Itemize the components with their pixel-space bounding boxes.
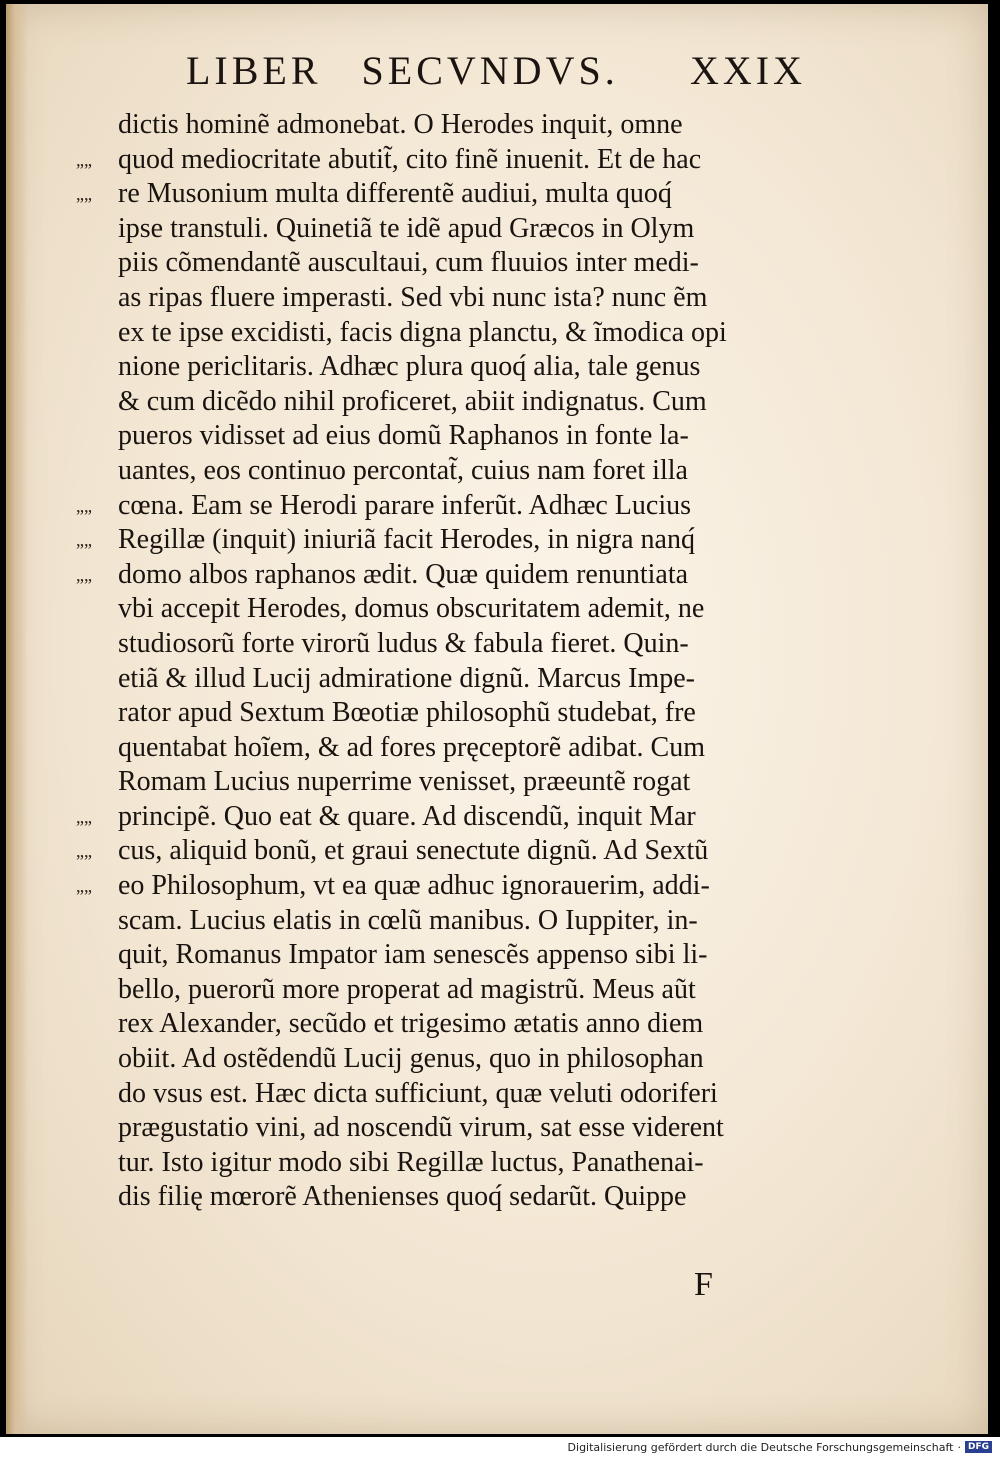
text-line [118,765,838,800]
text-line [118,973,838,1008]
line-text: rator apud Sextum Bœotiæ philosophũ studebat, fre [118,697,696,729]
line-text: domo albos raphanos ædit. Quæ quidem renuntiata [118,558,689,590]
quotation-marker: „„ [76,149,92,170]
line-text: dictis hominẽ admonebat. O Herodes inquit, omne [118,109,683,140]
folio-number: XXIX [690,47,806,93]
line-text: re Musonium multa differentẽ audiui, multa quoq́ [118,178,672,210]
text-line [118,108,838,143]
line-text: quit, Romanus Impator iam senescẽs appenso sibi li- [118,939,708,971]
line-text: ex te ipse excidisti, facis digna planctu, & ĩmodica opi [118,316,727,348]
line-text: quod mediocritate abutit̃, cito finẽ inuenit. Et de hac [118,143,702,175]
text-line [118,350,838,385]
line-text: vbi accepit Herodes, domus obscuritatem ademit, ne [118,593,705,625]
line-text: principẽ. Quo eat & quare. Ad discendũ, inquit Mar [118,800,696,832]
quotation-marker: „„ [76,530,92,551]
line-text: cœna. Eam se Herodi parare inferũt. Adhæc Lucius [118,489,692,521]
line-text: as ripas fluere imperasti. Sed vbi nunc ista? nunc ẽm [118,281,708,313]
quotation-marker: „„ [76,184,92,205]
line-text: Romam Lucius nuperrime venisset, præeuntẽ rogat [118,766,691,798]
line-text: & cum dicẽdo nihil proficeret, abiit indignatus. Cum [118,385,707,417]
quotation-marker: „„ [76,876,92,897]
line-text: cus, aliquid bonũ, et graui senectute dignũ. Ad Sextũ [118,835,709,867]
line-text: quentabat hoĩem, & ad fores pręceptorẽ adibat. Cum [118,731,706,763]
text-line [118,731,838,766]
text-line [76,869,838,904]
text-line [118,662,838,697]
text-line [118,419,838,454]
text-line [76,143,838,178]
line-text: bello, puerorũ more properat ad magistrũ. Meus aũt [118,973,696,1005]
text-line [118,385,838,420]
digitization-footer [0,1437,1000,1457]
line-text: do vsus est. Hæc dicta sufficiunt, quæ veluti odoriferi [118,1077,718,1109]
signature-mark: F [694,1266,713,1303]
text-line [118,212,838,247]
running-title-word2: SECVNDVS. [361,47,619,93]
text-line [118,627,838,662]
text-line [76,489,838,524]
text-line [118,1077,838,1112]
footer-separator: · [957,1440,961,1454]
text-line [118,696,838,731]
line-text: uantes, eos continuo percontat̃, cuius nam foret illa [118,454,688,486]
text-line [118,316,838,351]
text-line [118,592,838,627]
page-gutter [6,4,28,1434]
running-title [186,47,619,94]
line-text: prægustatio vini, ad noscendũ virum, sat esse viderent [118,1112,724,1144]
text-line [118,1146,838,1181]
text-line [118,281,838,316]
line-text: piis cõmendantẽ auscultaui, cum fluuios inter medi- [118,247,699,279]
text-line [118,246,838,281]
running-title-word1: LIBER [186,47,322,93]
line-text: rex Alexander, secũdo et trigesimo ætatis anno diem [118,1008,704,1040]
line-text: scam. Lucius elatis in cœlũ manibus. O Iuppiter, in- [118,904,698,936]
line-text: studiosorũ forte virorũ ludus & fabula fieret. Quin- [118,627,689,659]
text-line [118,1180,838,1215]
text-line [76,523,838,558]
text-line [76,834,838,869]
footer-credit: Digitalisierung gefördert durch die Deutsche Forschungsgemeinschaft [567,1440,954,1454]
text-line [118,1007,838,1042]
text-line [118,904,838,939]
text-line [76,800,838,835]
text-line [118,1111,838,1146]
line-text: pueros vidisset ad eius domũ Raphanos in fonte la- [118,420,689,452]
line-text: dis filię mœrorẽ Athenienses quoq́ sedarũt. Quippe [118,1181,687,1213]
quotation-marker: „„ [76,495,92,516]
line-text: eo Philosophum, vt ea quæ adhuc ignorauerim, addi- [118,870,710,902]
text-line [118,938,838,973]
quotation-marker: „„ [76,806,92,827]
dfg-logo: DFG [965,1441,992,1453]
text-line [118,1042,838,1077]
quotation-marker: „„ [76,841,92,862]
line-text: ipse transtuli. Quinetiã te idẽ apud Græcos in Olym [118,212,695,244]
text-line [118,454,838,489]
line-text: nione periclitaris. Adhæc plura quoq́ alia, tale genus [118,351,701,383]
running-header [186,44,806,96]
quotation-marker: „„ [76,564,92,585]
line-text: etiã & illud Lucij admiratione dignũ. Marcus Impe- [118,662,695,694]
body-text [76,108,838,1215]
line-text: tur. Isto igitur modo sibi Regillæ luctus, Panathenai- [118,1146,704,1178]
text-line [76,177,838,212]
book-page [6,4,988,1434]
line-text: obiit. Ad ostẽdendũ Lucij genus, quo in philosophan [118,1043,704,1075]
line-text: Regillæ (inquit) iniuriã facit Herodes, in nigra nanq́ [118,524,695,556]
text-line [76,558,838,593]
